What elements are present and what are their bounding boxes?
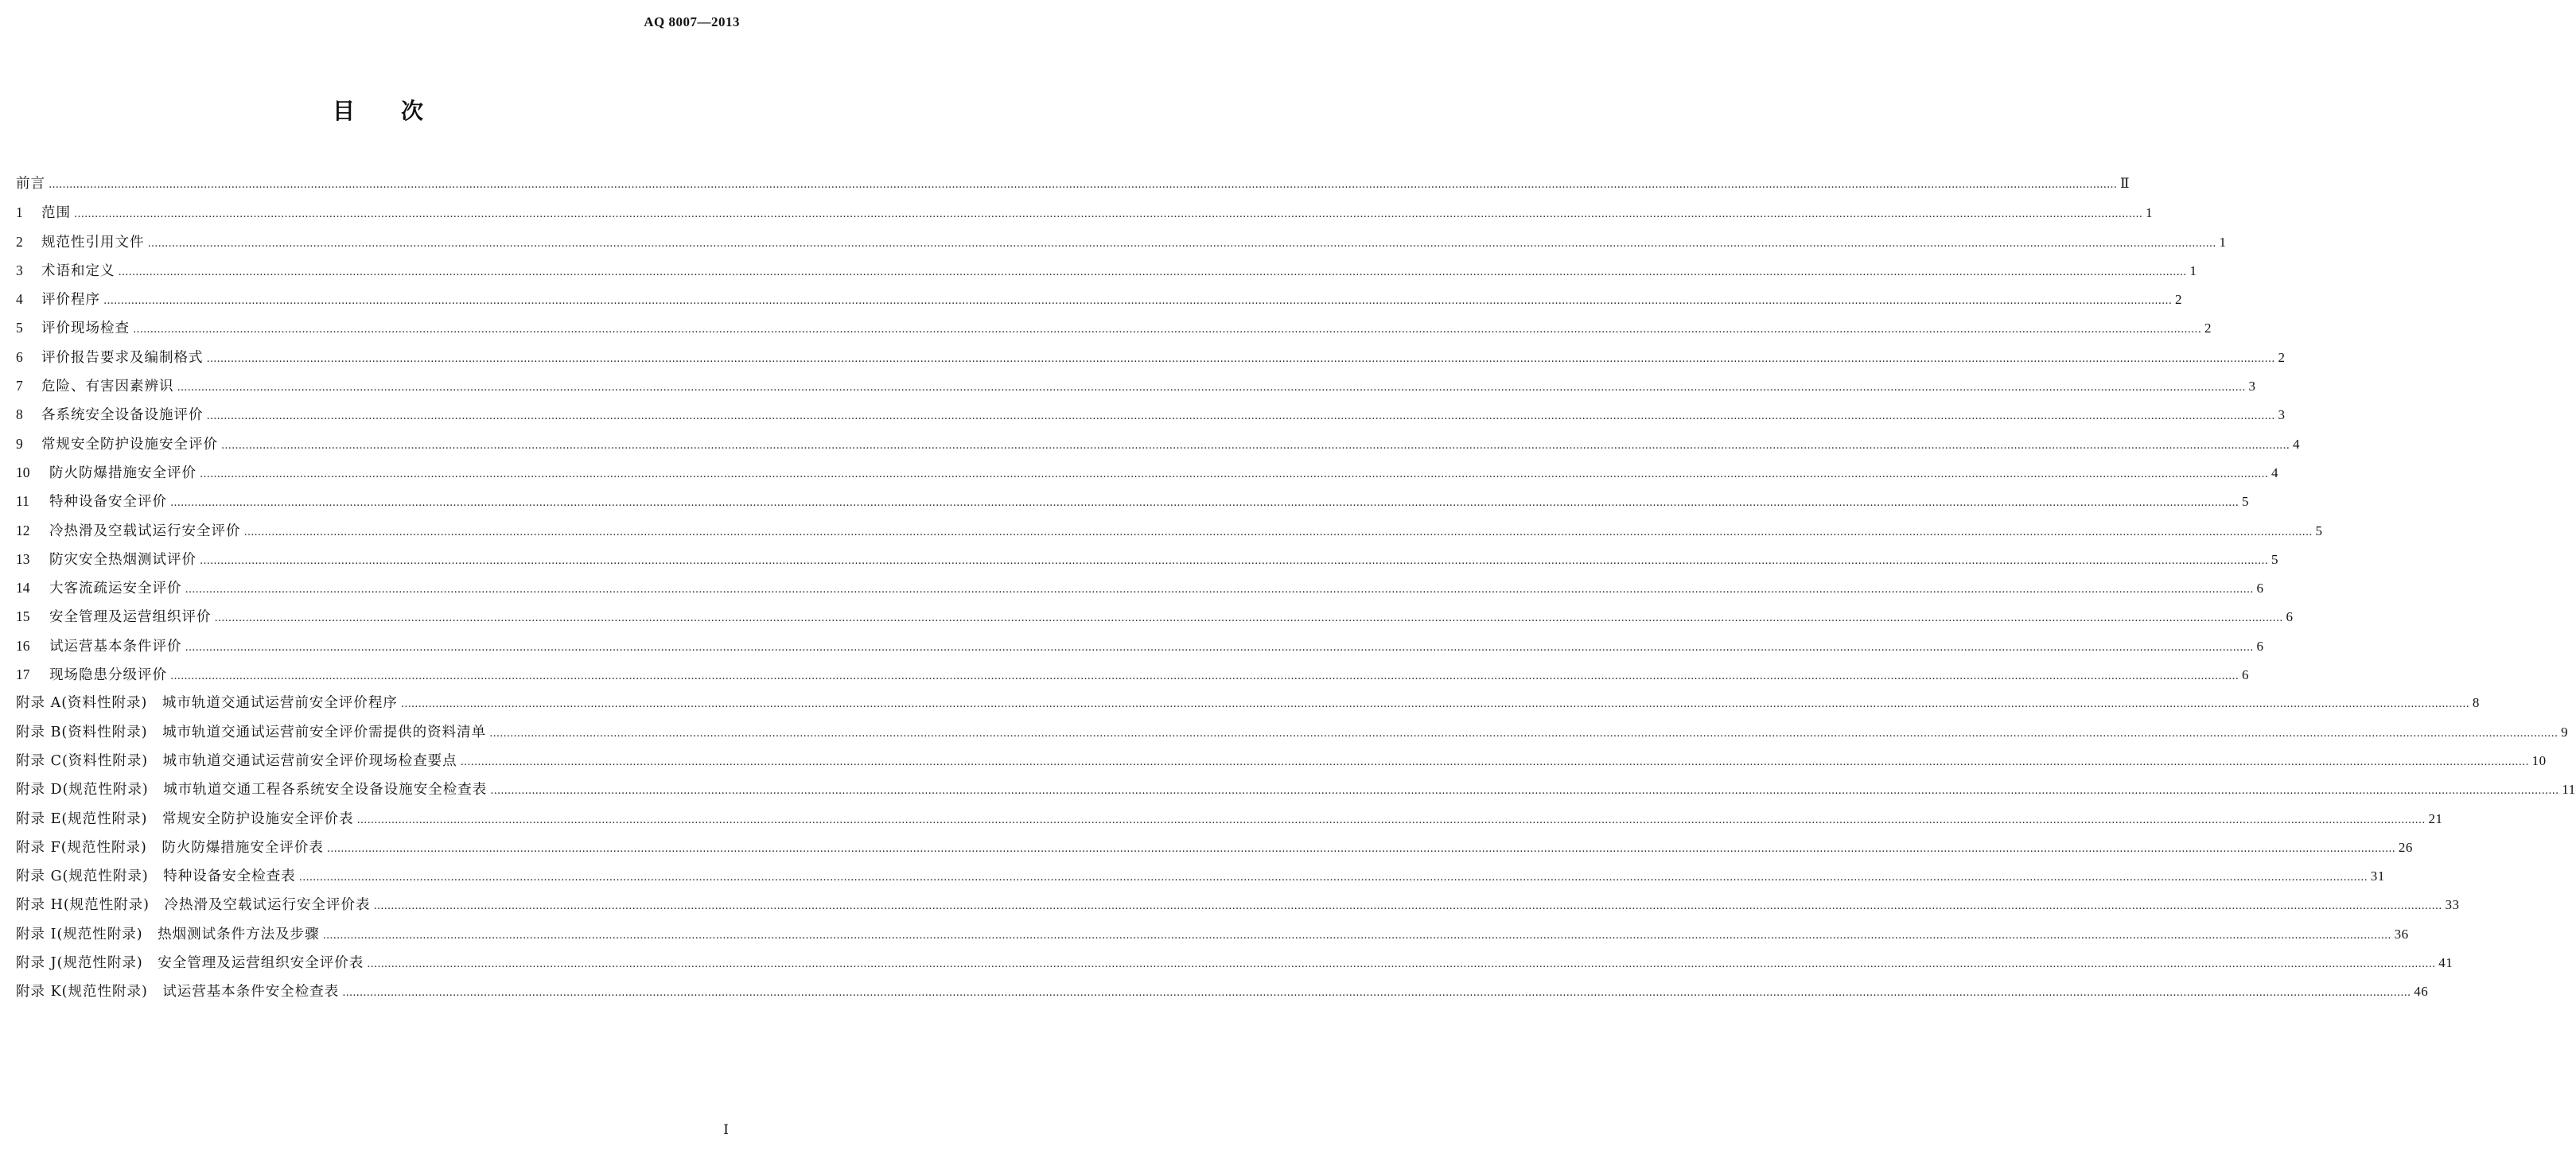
toc-entry-page: 4 — [2271, 464, 2278, 480]
toc-entry-title: 术语和定义 — [41, 262, 115, 279]
toc-entry-number: 8 — [16, 406, 23, 423]
toc-entry-number: 12 — [16, 522, 30, 538]
toc-entry[interactable] — [16, 169, 2130, 198]
toc-entry[interactable] — [16, 343, 2286, 371]
toc-entry-title: 安全管理及运营组织评价 — [49, 609, 212, 626]
toc-entry-title: 附录 E(规范性附录) 常规安全防护设施安全评价表 — [16, 810, 354, 827]
toc-entry-page: 5 — [2315, 523, 2323, 538]
toc-entry-page: 10 — [2531, 752, 2547, 768]
toc-entry[interactable] — [16, 689, 2480, 717]
toc-entry-page: 6 — [2242, 667, 2249, 683]
toc-entry-title: 危险、有害因素辨识 — [41, 379, 174, 395]
toc-entry-page: 2 — [2278, 349, 2286, 365]
toc-entry-text — [16, 833, 324, 862]
toc-entry[interactable] — [16, 891, 2460, 919]
toc-entry[interactable] — [16, 977, 2429, 1006]
toc-entry-page: 3 — [2248, 379, 2256, 394]
toc-leader-dots: …………………………………………………………………………………………………………………………………………………………………………………………………………………………………………………………………………………………………………………………………………………………………………………………………………………………………………………………………………………………………………………………………………………… — [356, 814, 2426, 826]
toc-entry-number: 4 — [16, 291, 23, 308]
toc-entry-title: 防火防爆措施安全评价 — [49, 464, 197, 481]
toc-entry-page: 5 — [2271, 551, 2278, 567]
toc-entry-text — [16, 602, 212, 631]
toc-entry-number: 11 — [16, 493, 29, 510]
toc-entry-page: 21 — [2428, 810, 2443, 826]
toc-entry-page: 9 — [2561, 724, 2569, 740]
toc-leader-dots: …………………………………………………………………………………………………………………………………………………………………………………………………………………………………………………………………………………………………………………………………………………………………………………………………………………………………………………………………………………………………………………………………………………… — [243, 526, 2313, 538]
toc-entry-title: 现场隐患分级评价 — [49, 667, 167, 684]
toc-entry[interactable] — [16, 516, 2323, 545]
toc-entry[interactable] — [16, 313, 2212, 342]
toc-entry-text — [16, 747, 457, 775]
toc-entry-title: 附录 A(资料性附录) 城市轨道交通试运营前安全评价程序 — [16, 695, 398, 712]
toc-entry-text — [16, 313, 130, 343]
toc-leader-dots: …………………………………………………………………………………………………………………………………………………………………………………………………………………………………………………………………………………………………………………………………………………………………………………………………………………………………………………………………………………………………………………………………………………… — [206, 352, 2275, 365]
toc-entry-text — [16, 949, 364, 977]
toc-entry-page: 3 — [2278, 407, 2286, 423]
toc-leader-dots: …………………………………………………………………………………………………………………………………………………………………………………………………………………………………………………………………………………………………………………………………………………………………………………………………………………………………………………………………………………………………………………………………………………… — [342, 987, 2411, 1000]
toc-entry-page: 36 — [2394, 926, 2409, 942]
toc-entry-text — [16, 429, 218, 459]
toc-entry-text — [16, 400, 204, 429]
toc-entry-text — [16, 169, 45, 198]
toc-leader-dots: …………………………………………………………………………………………………………………………………………………………………………………………………………………………………………………………………………………………………………………………………………………………………………………………………………………………………………………………………………………………………………………………………………………… — [373, 900, 2442, 913]
toc-leader-dots: …………………………………………………………………………………………………………………………………………………………………………………………………………………………………………………………………………………………………………………………………………………………………………………………………………………………………………………………………………………………………………………………………………………… — [326, 842, 2395, 855]
toc-entry-title: 附录 C(资料性附录) 城市轨道交通试运营前安全评价现场检查要点 — [16, 752, 457, 769]
toc-entry-title: 评价现场检查 — [41, 321, 130, 337]
toc-entry-number: 5 — [16, 320, 23, 336]
toc-leader-dots: …………………………………………………………………………………………………………………………………………………………………………………………………………………………………………………………………………………………………………………………………………………………………………………………………………………………………………………………………………………………………………………………………………………… — [103, 295, 2172, 308]
toc-entry-text — [16, 920, 320, 949]
toc-entry-text — [16, 891, 370, 919]
toc-entry-page: 1 — [2189, 262, 2197, 278]
toc-entry-page: 4 — [2293, 436, 2300, 452]
toc-entry-title: 附录 H(规范性附录) 冷热滑及空载试运行安全评价表 — [16, 897, 371, 914]
toc-leader-dots: …………………………………………………………………………………………………………………………………………………………………………………………………………………………………………………………………………………………………………………………………………………………………………………………………………………………………………………………………………………………………………………………………………………… — [170, 670, 2239, 683]
toc-entry-number: 1 — [16, 204, 23, 221]
toc-entry-text — [16, 805, 354, 833]
toc-entry-title: 防灾安全热烟测试评价 — [49, 551, 197, 568]
toc-leader-dots: …………………………………………………………………………………………………………………………………………………………………………………………………………………………………………………………………………………………………………………………………………………………………………………………………………………………………………………………………………………………………………………………………………………… — [185, 641, 2254, 654]
toc-entry[interactable] — [16, 862, 2385, 891]
toc-entry[interactable] — [16, 458, 2278, 487]
toc-entry-title: 各系统安全设备设施评价 — [41, 407, 204, 424]
toc-entry-number: 15 — [16, 608, 30, 625]
toc-leader-dots: …………………………………………………………………………………………………………………………………………………………………………………………………………………………………………………………………………………………………………………………………………………………………………………………………………………………………………………………………………………………………………………………………………………… — [206, 410, 2275, 423]
toc-entry-number: 14 — [16, 580, 30, 596]
toc-leader-dots: …………………………………………………………………………………………………………………………………………………………………………………………………………………………………………………………………………………………………………………………………………………………………………………………………………………………………………………………………………………………………………………………………………………… — [214, 612, 2283, 625]
toc-entry-text — [16, 198, 71, 227]
toc-entry-number: 3 — [16, 262, 23, 278]
toc-entry-title: 试运营基本条件评价 — [49, 638, 182, 655]
toc-entry[interactable] — [16, 775, 2576, 804]
toc-entry[interactable] — [16, 660, 2249, 689]
toc-entry-page: 2 — [2204, 321, 2212, 336]
toc-entry-title: 规范性引用文件 — [41, 234, 145, 251]
toc-entry-number: 7 — [16, 378, 23, 394]
toc-entry-number: 9 — [16, 435, 23, 452]
toc-leader-dots: …………………………………………………………………………………………………………………………………………………………………………………………………………………………………………………………………………………………………………………………………………………………………………………………………………………………………………………………………………………………………………………………………………………… — [200, 554, 2268, 567]
toc-entry-page: 31 — [2370, 868, 2385, 884]
toc-entry-title: 附录 B(资料性附录) 城市轨道交通试运营前安全评价需提供的资料清单 — [16, 724, 487, 740]
toc-title: 目次 — [332, 98, 469, 124]
toc-leader-dots: …………………………………………………………………………………………………………………………………………………………………………………………………………………………………………………………………………………………………………………………………………………………………………………………………………………………………………………………………………………………………………………………………………………… — [298, 872, 2368, 884]
toc-entry-text — [16, 718, 486, 747]
toc-entry[interactable] — [16, 949, 2453, 977]
toc-entry-text — [16, 977, 339, 1006]
toc-entry-text — [16, 775, 487, 804]
toc-entry-title: 前言 — [16, 176, 45, 192]
standard-code: AQ 8007—2013 — [644, 14, 740, 29]
toc-entry-text — [16, 516, 241, 546]
toc-entry-title: 附录 I(规范性附录) 热烟测试条件方法及步骤 — [16, 926, 320, 942]
toc-entry[interactable] — [16, 400, 2286, 429]
toc-entry-text — [16, 285, 100, 314]
toc-leader-dots: …………………………………………………………………………………………………………………………………………………………………………………………………………………………………………………………………………………………………………………………………………………………………………………………………………………………………………………………………………………………………………………………………………………… — [200, 468, 2268, 480]
toc-entry-page: 26 — [2398, 839, 2413, 855]
toc-list — [16, 169, 2576, 1007]
toc-entry-page: 5 — [2242, 494, 2249, 510]
toc-entry[interactable] — [16, 602, 2294, 631]
toc-entry[interactable] — [16, 833, 2413, 862]
toc-entry-title: 特种设备安全评价 — [49, 494, 167, 511]
toc-entry-number: 17 — [16, 666, 30, 683]
toc-entry-page: Ⅱ — [2120, 176, 2130, 191]
toc-entry[interactable] — [16, 371, 2256, 400]
toc-entry-title: 附录 K(规范性附录) 试运营基本条件安全检查表 — [16, 984, 340, 1001]
toc-entry-text — [16, 458, 197, 488]
toc-entry-title: 附录 J(规范性附录) 安全管理及运营组织安全评价表 — [16, 955, 364, 972]
toc-entry-title: 评价报告要求及编制格式 — [41, 349, 204, 366]
toc-leader-dots: …………………………………………………………………………………………………………………………………………………………………………………………………………………………………………………………………………………………………………………………………………………………………………………………………………………………………………………………………………………………………………………………………………………… — [367, 958, 2436, 971]
toc-entry-text — [16, 487, 167, 516]
toc-entry[interactable] — [16, 718, 2569, 747]
toc-entry[interactable] — [16, 573, 2264, 602]
toc-entry-title: 附录 D(规范性附录) 城市轨道交通工程各系统安全设备设施安全检查表 — [16, 782, 488, 798]
toc-entry-page: 2 — [2175, 292, 2182, 308]
toc-entry[interactable] — [16, 920, 2409, 949]
toc-entry-page: 11 — [2562, 782, 2576, 798]
toc-entry[interactable] — [16, 545, 2278, 573]
toc-entry-title: 大客流疏运安全评价 — [49, 581, 182, 597]
toc-leader-dots: …………………………………………………………………………………………………………………………………………………………………………………………………………………………………………………………………………………………………………………………………………………………………………………………………………………………………………………………………………………………………………………………………………………… — [74, 208, 2142, 221]
page-number: Ⅰ — [723, 1122, 729, 1137]
toc-leader-dots: …………………………………………………………………………………………………………………………………………………………………………………………………………………………………………………………………………………………………………………………………………………………………………………………………………………………………………………………………………………………………………………………………………………… — [147, 237, 2216, 250]
toc-entry-text — [16, 343, 204, 372]
toc-entry-text — [16, 660, 167, 690]
toc-leader-dots: …………………………………………………………………………………………………………………………………………………………………………………………………………………………………………………………………………………………………………………………………………………………………………………………………………………………………………………………………………………………………………………………………………………… — [185, 584, 2254, 596]
toc-entry[interactable] — [16, 429, 2300, 458]
toc-leader-dots: …………………………………………………………………………………………………………………………………………………………………………………………………………………………………………………………………………………………………………………………………………………………………………………………………………………………………………………………………………………………………………………………………………………… — [177, 382, 2246, 394]
toc-entry-title: 范围 — [41, 205, 71, 222]
toc-entry-page: 6 — [2256, 581, 2264, 596]
toc-entry-title: 附录 G(规范性附录) 特种设备安全检查表 — [16, 868, 296, 885]
toc-entry[interactable] — [16, 227, 2227, 256]
toc-entry-title: 常规安全防护设施安全评价 — [41, 436, 218, 453]
toc-entry[interactable] — [16, 285, 2182, 313]
toc-entry-number: 6 — [16, 348, 23, 365]
toc-entry-number: 2 — [16, 233, 23, 250]
toc-leader-dots: …………………………………………………………………………………………………………………………………………………………………………………………………………………………………………………………………………………………………………………………………………………………………………………………………………………………………………………………………………………………………………………………………………………… — [170, 497, 2239, 510]
toc-leader-dots: …………………………………………………………………………………………………………………………………………………………………………………………………………………………………………………………………………………………………………………………………………………………………………………………………………………………………………………………………………………………………………………………………………………… — [489, 727, 2558, 740]
toc-leader-dots: …………………………………………………………………………………………………………………………………………………………………………………………………………………………………………………………………………………………………………………………………………………………………………………………………………………………………………………………………………………………………………………………………………………… — [460, 756, 2529, 768]
toc-entry-text — [16, 573, 182, 603]
toc-entry-title: 附录 F(规范性附录) 防火防爆措施安全评价表 — [16, 839, 324, 856]
toc-entry[interactable] — [16, 256, 2197, 285]
toc-entry-text — [16, 256, 115, 286]
toc-leader-dots: …………………………………………………………………………………………………………………………………………………………………………………………………………………………………………………………………………………………………………………………………………………………………………………………………………………………………………………………………………………………………………………………………………………… — [490, 785, 2559, 798]
toc-entry-page: 1 — [2219, 234, 2227, 250]
toc-entry[interactable] — [16, 747, 2547, 775]
toc-leader-dots: …………………………………………………………………………………………………………………………………………………………………………………………………………………………………………………………………………………………………………………………………………………………………………………………………………………………………………………………………………………………………………………………………………………… — [118, 266, 2187, 278]
toc-leader-dots: …………………………………………………………………………………………………………………………………………………………………………………………………………………………………………………………………………………………………………………………………………………………………………………………………………………………………………………………………………………………………………………………………………………… — [400, 698, 2469, 711]
toc-entry[interactable] — [16, 631, 2264, 660]
toc-entry-text — [16, 227, 145, 257]
toc-leader-dots: …………………………………………………………………………………………………………………………………………………………………………………………………………………………………………………………………………………………………………………………………………………………………………………………………………………………………………………………………………………………………………………………………………………… — [221, 439, 2290, 452]
toc-entry[interactable] — [16, 805, 2443, 833]
toc-entry-text — [16, 631, 182, 661]
toc-entry-page: 1 — [2146, 205, 2153, 221]
toc-entry-title: 冷热滑及空载试运行安全评价 — [49, 523, 241, 539]
toc-leader-dots: …………………………………………………………………………………………………………………………………………………………………………………………………………………………………………………………………………………………………………………………………………………………………………………………………………………………………………………………………………………………………………………………………………………… — [322, 929, 2391, 942]
toc-entry-page: 41 — [2438, 955, 2453, 971]
toc-entry-page: 6 — [2286, 609, 2294, 625]
toc-entry-text — [16, 862, 296, 891]
toc-entry-page: 6 — [2256, 638, 2264, 654]
toc-entry-text — [16, 371, 174, 401]
toc-entry-text — [16, 545, 197, 574]
toc-entry-title: 评价程序 — [41, 292, 100, 309]
toc-entry-page: 8 — [2472, 695, 2480, 711]
toc-entry-page: 46 — [2414, 984, 2429, 1000]
toc-entry[interactable] — [16, 198, 2153, 227]
toc-entry-number: 10 — [16, 464, 30, 480]
toc-entry-number: 13 — [16, 550, 30, 567]
toc-leader-dots: …………………………………………………………………………………………………………………………………………………………………………………………………………………………………………………………………………………………………………………………………………………………………………………………………………………………………………………………………………………………………………………………………………………… — [49, 179, 2117, 191]
toc-entry-number: 16 — [16, 637, 30, 654]
toc-leader-dots: …………………………………………………………………………………………………………………………………………………………………………………………………………………………………………………………………………………………………………………………………………………………………………………………………………………………………………………………………………………………………………………………………………………… — [133, 324, 2201, 336]
toc-entry-page: 33 — [2445, 897, 2460, 913]
toc-entry[interactable] — [16, 487, 2249, 515]
toc-entry-text — [16, 689, 398, 717]
